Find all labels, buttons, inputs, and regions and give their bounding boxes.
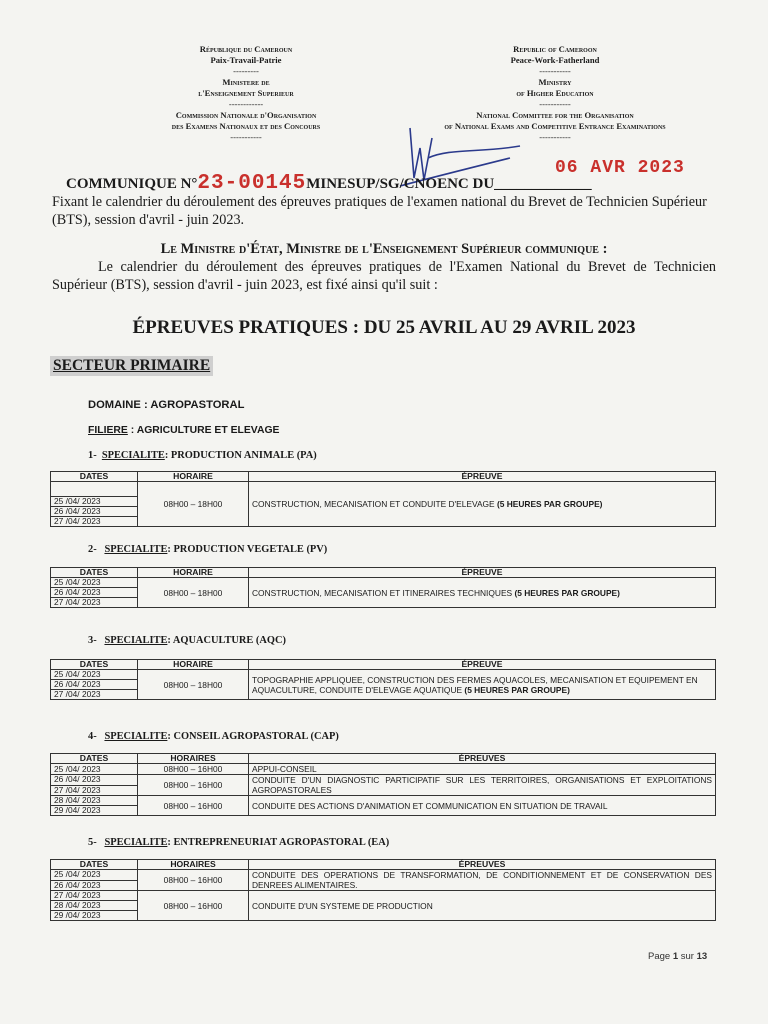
date-cell: 26 /04/ 2023	[51, 680, 138, 690]
of-word: sur	[680, 951, 694, 962]
date-stamp: 06 AVR 2023	[555, 158, 685, 178]
schedule-table-3	[50, 659, 716, 700]
date-cell: 27 /04/ 2023	[51, 785, 138, 796]
horaire-cell: 08H00 – 18H00	[138, 670, 249, 700]
col-epreuves: ÉPREUVES	[249, 754, 716, 764]
committee-en-2: of National Exams and Competitive Entrance Examinations	[444, 121, 666, 131]
schedule-table-1	[50, 471, 716, 527]
schedule-table-2	[50, 567, 716, 608]
date-cell: 25 /04/ 2023	[51, 578, 138, 588]
epreuve-cell	[249, 482, 716, 527]
committee-en-1: National Committee for the Organisation	[476, 110, 634, 120]
commission-fr-1: Commission Nationale d'Organisation	[175, 110, 317, 120]
horaire-cell: 08H00 – 16H00	[138, 775, 249, 796]
epreuve-duration: (5 HEURES PAR GROUPE)	[496, 499, 603, 509]
col-dates: DATES	[51, 472, 138, 482]
communique-suffix: MINESUP/SG/CNOENC DU	[306, 176, 495, 192]
col-horaires: HORAIRES	[138, 860, 249, 870]
horaire-cell: 08H00 – 16H00	[138, 764, 249, 775]
epreuve-cell: CONDUITE D'UN DIAGNOSTIC PARTICIPATIF SUR LES TERRITOIRES, ORGANISATIONS ET EXPLOITATIONS AGROPASTORALES	[249, 775, 716, 796]
ministry-fr-1: Ministere de	[222, 77, 270, 87]
schedule-table-4	[50, 753, 716, 816]
specialite-number: 5-	[88, 837, 97, 848]
col-horaire: HORAIRE	[138, 472, 249, 482]
specialite-3-heading	[88, 635, 286, 646]
specialite-number: 2-	[88, 544, 97, 555]
minister-heading: Le Ministre d'État, Ministre de l'Enseignement Supérieur communique :	[160, 241, 608, 257]
domain-label: DOMAINE : AGROPASTORAL	[88, 399, 245, 411]
specialite-label: SPECIALITE	[104, 837, 168, 848]
epreuve-text: CONSTRUCTION, MECANISATION ET ITINERAIRES TECHNIQUES	[252, 587, 513, 598]
separator: -----------	[539, 99, 571, 109]
ministry-fr-2: l'Enseignement Superieur	[198, 88, 294, 98]
specialite-label: SPECIALITE	[104, 731, 168, 742]
ministry-en-2: of Higher Education	[516, 88, 594, 98]
date-cell: 27 /04/ 2023	[51, 891, 138, 901]
col-epreuve: ÉPREUVE	[249, 660, 716, 670]
epreuve-cell: CONDUITE DES ACTIONS D'ANIMATION ET COMMUNICATION EN SITUATION DE TRAVAIL	[249, 796, 716, 816]
page-footer	[648, 951, 707, 962]
epreuve-cell: CONDUITE DES OPERATIONS DE TRANSFORMATION, DE CONDITIONNEMENT ET DE CONSERVATION DES DENREES ALIMENTAIRES.	[249, 870, 716, 891]
separator: -----------	[230, 132, 262, 142]
col-epreuve: ÉPREUVE	[249, 568, 716, 578]
epreuve-duration: (5 HEURES PAR GROUPE)	[514, 587, 620, 598]
sector-title: SECTEUR PRIMAIRE	[50, 356, 213, 376]
date-cell: 26 /04/ 2023	[51, 588, 138, 598]
date-cell: 27 /04/ 2023	[51, 517, 138, 527]
horaire-cell: 08H00 – 16H00	[138, 870, 249, 891]
specialite-number: 1-	[88, 450, 97, 461]
epreuve-cell: APPUI-CONSEIL	[249, 764, 716, 775]
date-cell: 25 /04/ 2023	[51, 870, 138, 881]
specialite-4-heading	[88, 731, 339, 742]
specialite-name: : PRODUCTION ANIMALE (PA)	[164, 450, 317, 461]
horaire-cell: 08H00 – 16H00	[138, 891, 249, 921]
filiere-line	[88, 425, 279, 436]
epreuve-cell	[249, 670, 716, 700]
specialite-2-heading	[88, 544, 327, 555]
specialite-5-heading	[88, 837, 389, 848]
specialite-label: SPECIALITE	[101, 450, 165, 461]
epreuve-text: CONSTRUCTION, MECANISATION ET CONDUITE D'ELEVAGE	[252, 499, 495, 509]
specialite-name: : ENTREPRENEURIAT AGROPASTORAL (EA)	[167, 837, 390, 848]
country-en: Republic of Cameroon	[513, 44, 597, 54]
specialite-label: SPECIALITE	[104, 635, 168, 646]
date-cell: 27 /04/ 2023	[51, 598, 138, 608]
epreuve-cell: CONDUITE D'UN SYSTEME DE PRODUCTION	[249, 891, 716, 921]
horaire-cell: 08H00 – 16H00	[138, 796, 249, 816]
col-horaires: HORAIRES	[138, 754, 249, 764]
header-left	[116, 44, 376, 143]
filiere-value: : AGRICULTURE ET ELEVAGE	[127, 425, 280, 436]
date-cell: 26 /04/ 2023	[51, 775, 138, 786]
date-cell: 29 /04/ 2023	[51, 911, 138, 921]
specialite-number: 3-	[88, 635, 97, 646]
specialite-name: : PRODUCTION VEGETALE (PV)	[167, 544, 328, 555]
col-dates: DATES	[51, 754, 138, 764]
motto-en: Peace-Work-Fatherland	[510, 55, 600, 65]
body-text: Le calendrier du déroulement des épreuves pratiques de l'Examen National du Brevet de Technicien Supérieur (BTS), session d'avril - juin 2023, est fixé ainsi qu'il suit :	[52, 259, 716, 293]
horaire-cell: 08H00 – 18H00	[138, 482, 249, 527]
col-horaire: HORAIRE	[138, 568, 249, 578]
date-cell: 26 /04/ 2023	[51, 880, 138, 891]
page-word: Page	[648, 951, 671, 962]
epreuve-cell	[249, 578, 716, 608]
country-fr: République du Cameroun	[199, 44, 293, 54]
date-cell: 26 /04/ 2023	[51, 507, 138, 517]
date-cell: 28 /04/ 2023	[51, 901, 138, 911]
col-horaire: HORAIRE	[138, 660, 249, 670]
specialite-number: 4-	[88, 731, 97, 742]
col-dates: DATES	[51, 860, 138, 870]
main-title: ÉPREUVES PRATIQUES : DU 25 AVRIL AU 29 AVRIL 2023	[132, 317, 636, 338]
col-epreuves: ÉPREUVES	[249, 860, 716, 870]
page-total: 13	[696, 951, 708, 962]
ministry-en-1: Ministry	[538, 77, 572, 87]
epreuve-duration: (5 HEURES PAR GROUPE)	[464, 684, 570, 695]
communique-prefix: COMMUNIQUE N°	[66, 176, 198, 192]
epreuve-text: TOPOGRAPHIE APPLIQUEE, CONSTRUCTION DES FERMES AQUACOLES, MECANISATION ET EQUIPEMENT EN AQUACULTURE, CONDUITE D'ELEVAGE AQUATIQUE	[252, 674, 698, 695]
specialite-name: : CONSEIL AGROPASTORAL (CAP)	[167, 731, 339, 742]
col-epreuve: ÉPREUVE	[249, 472, 716, 482]
separator: -----------	[539, 132, 571, 142]
separator: ------------	[228, 99, 264, 109]
communique-line: COMMUNIQUE N°23-00145MINESUP/SG/CNOENC DU_____________	[66, 172, 592, 195]
horaire-cell: 08H00 – 18H00	[138, 578, 249, 608]
specialite-name: : AQUACULTURE (AQC)	[167, 635, 286, 646]
separator: -----------	[539, 66, 571, 76]
specialite-label: SPECIALITE	[104, 544, 168, 555]
date-cell: 28 /04/ 2023	[51, 796, 138, 806]
col-dates: DATES	[51, 660, 138, 670]
date-cell: 25 /04/ 2023	[51, 497, 138, 507]
filiere-label: FILIERE	[88, 425, 128, 436]
motto-fr: Paix-Travail-Patrie	[210, 55, 282, 65]
date-cell: 25 /04/ 2023	[51, 670, 138, 680]
communique-number: 23-00145	[197, 172, 307, 195]
separator: ---------	[233, 66, 259, 76]
commission-fr-2: des Examens Nationaux et des Concours	[171, 121, 321, 131]
schedule-table-5	[50, 859, 716, 921]
date-cell: 29 /04/ 2023	[51, 806, 138, 816]
date-cell: 25 /04/ 2023	[51, 764, 138, 775]
specialite-1-heading	[88, 450, 317, 461]
date-cell: 27 /04/ 2023	[51, 690, 138, 700]
col-dates: DATES	[51, 568, 138, 578]
page-number: 1	[672, 951, 679, 962]
intro-text: Fixant le calendrier du déroulement des épreuves pratiques de l'examen national du Brevet de Technicien Supérieur (BTS), session d'avril - juin 2023.	[52, 194, 707, 228]
